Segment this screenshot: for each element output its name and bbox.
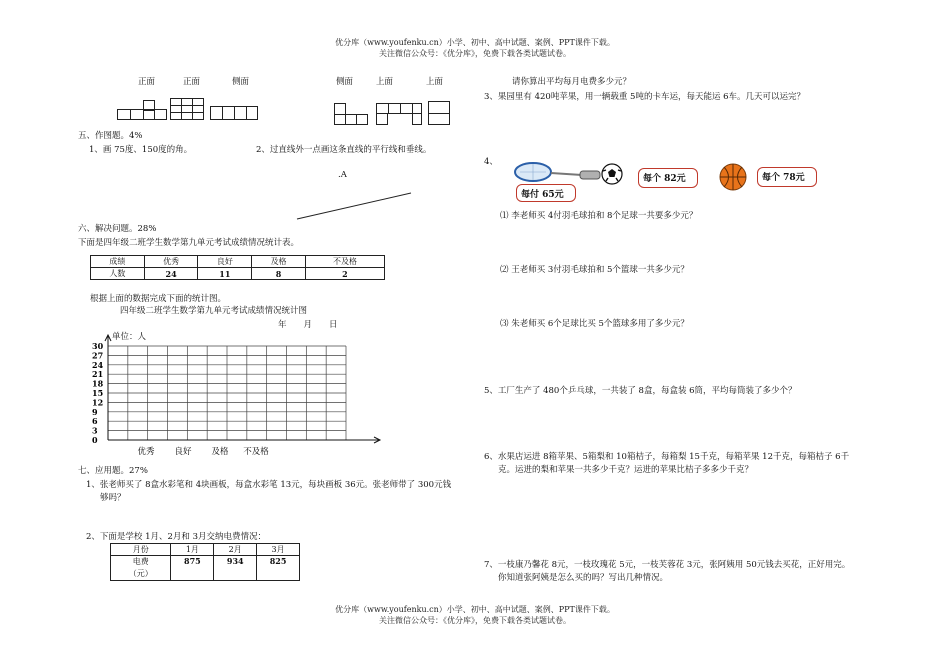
view-drawing-4 — [334, 103, 368, 125]
question-4-3: ⑶ 朱老师买 6个足球比买 5个篮球多用了多少元？ — [500, 319, 689, 329]
chart-y-tick-label: 6 — [92, 416, 98, 427]
question-7-6-line-1: 6、水果店运进 8箱苹果、5箱梨和 10箱桔子，每箱梨 15千克，每箱苹果 12千克，每箱桔子 6千 — [484, 452, 850, 462]
page-header-line-2: 关注微信公众号：《优分库》，免费下载各类试题试卷。 — [379, 49, 571, 58]
view-drawing-1 — [117, 100, 167, 120]
fee-table-header: 2月 — [214, 544, 257, 556]
chart-date-line: 年 月 日 — [278, 320, 338, 330]
view-label: 正面 — [138, 77, 156, 87]
question-7-2: 2、下面是学校 1月、2月和 3月交纳电费情况： — [86, 532, 267, 542]
chart-x-category-label: 良好 — [174, 447, 192, 457]
question-7-2-tail: 请你算出平均每月电费多少元？ — [512, 77, 632, 87]
fee-table-cell: 875 — [171, 556, 214, 581]
fee-table-header: 3月 — [257, 544, 300, 556]
view-drawing-2 — [170, 98, 204, 120]
section-5-title: 五、作图题。4% — [78, 131, 143, 141]
question-7-1-line-2: 够吗？ — [100, 493, 126, 503]
view-label: 上面 — [376, 77, 394, 87]
score-table-cell: 24 — [144, 268, 198, 280]
fee-table-cell: 825 — [257, 556, 300, 581]
score-table-header: 成绩 — [91, 256, 145, 268]
question-7-7-line-2: 你知道张阿姨是怎么买的吗？写出几种情况。 — [498, 573, 669, 583]
football-price-label: 每个 82元 — [643, 174, 686, 184]
section-7-title: 七、应用题。27% — [78, 466, 148, 476]
question-4-2: ⑵ 王老师买 3付羽毛球拍和 5个篮球一共多少元？ — [500, 265, 689, 275]
chart-title: 四年级二班学生数学第九单元考试成绩情况统计图 — [120, 306, 308, 316]
chart-x-category-label: 优秀 — [137, 447, 155, 457]
chart-y-tick-label: 27 — [92, 350, 104, 361]
score-table-header: 不及格 — [305, 256, 384, 268]
score-table-header: 及格 — [252, 256, 306, 268]
page-footer-line-2: 关注微信公众号：《优分库》，免费下载各类试题试卷。 — [379, 616, 571, 625]
view-label: 侧面 — [336, 77, 354, 87]
basketball-icon — [718, 162, 748, 192]
electricity-fee-table — [110, 543, 300, 581]
fee-table-header: 1月 — [171, 544, 214, 556]
question-5-1: 1、画 75度、150度的角。 — [89, 145, 193, 155]
chart-x-axis — [108, 437, 380, 443]
chart-y-tick-label: 0 — [92, 435, 98, 445]
question-7-4-number: 4、 — [484, 157, 498, 167]
fee-table-row-label — [111, 556, 171, 581]
score-table — [90, 255, 385, 280]
page-header-line-1: 优分库（www.youfenku.cn）小学、初中、高中试题、案例、PPT课件下载。 — [335, 38, 615, 47]
fee-table-cell: 934 — [214, 556, 257, 581]
football-icon — [600, 162, 624, 186]
question-7-5: 5、工厂生产了 480个乒乓球，一共装了 8盒，每盒装 6筒，平均每筒装了多少个？ — [484, 386, 797, 396]
blank-bar-chart — [80, 332, 385, 457]
point-a-label: .A — [338, 170, 347, 180]
chart-y-tick-label: 18 — [92, 378, 104, 389]
question-7-1-line-1: 1、张老师买了 8盒水彩笔和 4块画板，每盒水彩笔 13元，每块画板 36元。张老师带了 300元钱 — [86, 480, 452, 490]
chart-x-category-label: 及格 — [211, 447, 229, 457]
chart-unit: 单位：人 — [112, 332, 147, 342]
question-5-2: 2、过直线外一点画这条直线的平行线和垂线。 — [256, 145, 432, 155]
page-footer-line-1: 优分库（www.youfenku.cn）小学、初中、高中试题、案例、PPT课件下载。 — [335, 605, 615, 614]
basketball-price-label: 每个 78元 — [762, 173, 805, 183]
section-6-title: 六、解决问题。28% — [78, 224, 157, 234]
view-drawing-5 — [376, 103, 422, 125]
given-line — [295, 190, 415, 222]
view-drawing-3 — [210, 106, 258, 120]
chart-y-axis — [105, 335, 111, 440]
score-table-cell: 2 — [305, 268, 384, 280]
racket-price-bubble — [516, 184, 576, 202]
chart-y-tick-label: 12 — [92, 397, 104, 408]
section-6-intro: 下面是四年级二班学生数学第九单元考试成绩情况统计表。 — [78, 238, 300, 248]
chart-y-tick-label: 9 — [92, 406, 98, 417]
score-table-header: 良好 — [198, 256, 252, 268]
chart-y-tick-label: 24 — [92, 359, 104, 370]
question-7-7-line-1: 7、一枝康乃馨花 8元，一枝玫瑰花 5元，一枝芙蓉花 3元，张阿姨用 50元钱去买花，正好用完。 — [484, 560, 851, 570]
view-label: 上面 — [426, 77, 444, 87]
basketball-price-bubble — [757, 167, 817, 187]
chart-intro: 根据上面的数据完成下面的统计图。 — [90, 294, 227, 304]
fee-table-header: 月份 — [111, 544, 171, 556]
chart-y-tick-label: 15 — [92, 388, 104, 398]
football-price-bubble — [638, 168, 698, 188]
fee-row-label-2: （元） — [128, 569, 153, 578]
score-table-cell: 11 — [198, 268, 252, 280]
score-table-cell: 8 — [252, 268, 306, 280]
question-4-1: ⑴ 李老师买 4付羽毛球拍和 8个足球一共要多少元？ — [500, 211, 698, 221]
score-table-header: 优秀 — [144, 256, 198, 268]
view-label: 正面 — [183, 77, 201, 87]
score-table-row-label: 人数 — [91, 268, 145, 280]
view-drawing-6 — [428, 101, 450, 125]
racket-price-label: 每付 65元 — [521, 190, 564, 200]
chart-x-category-label: 不及格 — [243, 447, 269, 457]
chart-y-tick-label: 21 — [92, 369, 104, 380]
fee-row-label-1: 电费 — [132, 557, 149, 566]
view-label: 侧面 — [232, 77, 250, 87]
question-7-6-line-2: 克。运进的梨和苹果一共多少千克？运进的苹果比桔子多多少千克？ — [498, 465, 754, 475]
question-7-3: 3、果园里有 420吨苹果，用一辆载重 5吨的卡车运，每天能运 6车。几天可以运完？ — [484, 92, 806, 102]
chart-y-tick-label: 3 — [92, 425, 98, 436]
chart-y-tick-label: 30 — [92, 341, 104, 351]
